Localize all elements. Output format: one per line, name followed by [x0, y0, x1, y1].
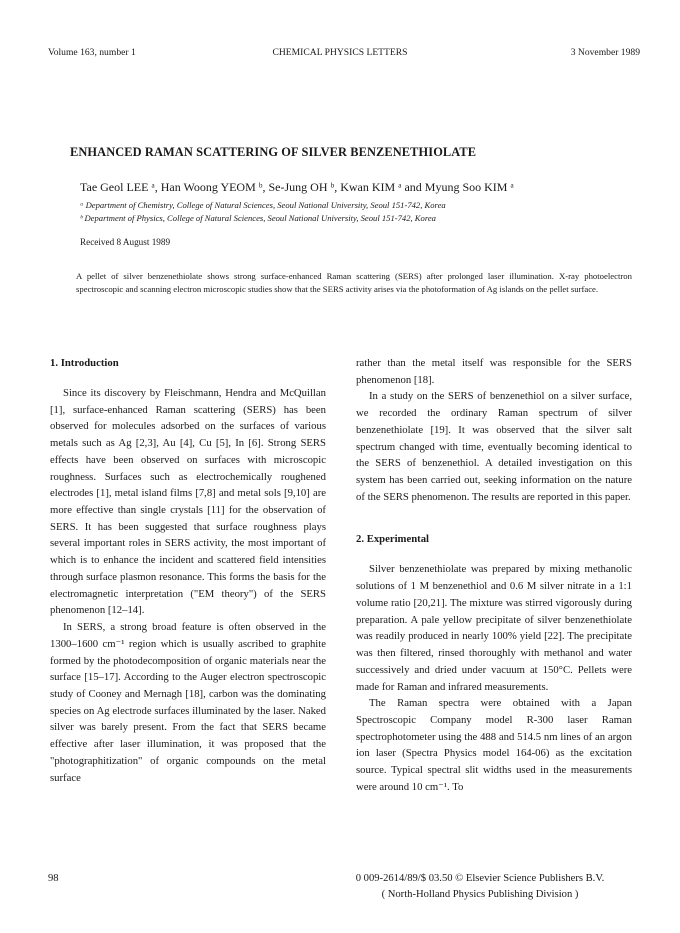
affiliation-a: ᵃ Department of Chemistry, College of Natural Sciences, Seoul National University, Seoul 151-742, Korea: [80, 200, 446, 210]
section-heading-experimental: 2. Experimental: [356, 533, 430, 546]
paragraph: Since its discovery by Fleischmann, Hendra and McQuillan [1], surface-enhanced Raman scattering (SERS) has been observed for molecules adsorbed on the surfaces of various metals such as Ag [2,3], Au [4], Cu [5], In [6]. Strong SERS effects have been observed on surfaces with microscopic roughness. Surfaces such as electrochemically roughened electrodes [1], metal island films [7,8] and metal sols [9,10] are more effective than single crystals [11] for the observation of SERS. It has been suggested that surface roughness plays several important roles in SERS activity, the most important of which is to enhance the incident and scattered field intensities through surface plasmon resonance. This forms the basis for the electromagnetic interpretation ("EM theory") of the SERS phenomenon [12–14].: [50, 387, 326, 617]
journal-name: CHEMICAL PHYSICS LETTERS: [272, 47, 408, 58]
section-heading-introduction: 1. Introduction: [50, 357, 119, 369]
copyright-line: 0 009-2614/89/$ 03.50 © Elsevier Science Publishers B.V.: [355, 873, 605, 884]
publisher-division: ( North-Holland Physics Publishing Division ): [381, 889, 579, 900]
affiliation-b: ᵇ Department of Physics, College of Natural Sciences, Seoul National University, Seoul 151-742, Korea: [80, 213, 436, 223]
paragraph: rather than the metal itself was responsible for the SERS phenomenon [18].: [356, 357, 632, 386]
article-title: ENHANCED RAMAN SCATTERING OF SILVER BENZENETHIOLATE: [70, 145, 477, 159]
paragraph: In SERS, a strong broad feature is often observed in the 1300–1600 cm⁻¹ region which is usually ascribed to graphite formed by the photodecomposition of organic materials near the surface [15–17]. According to the Auger electron spectroscopic study of Cooney and Mernagh [18], carbon was the dominating species on Ag electrode surfaces illuminated by the laser. Naked silver was barely present. From the fact that SERS became effective after laser illumination, it was proposed that the "photographitization" of organic compounds on the metal surface: [50, 621, 326, 784]
volume-number: Volume 163, number 1: [48, 47, 136, 58]
received-date: Received 8 August 1989: [80, 237, 171, 247]
paragraph: The Raman spectra were obtained with a Japan Spectroscopic Company model R-300 laser Raman spectrophotometer using the 488 and 514.5 nm lines of an argon ion laser (Spectra Physics model 164-06) as the excitation source. Typical spectral slit widths used in the measurements were around 10 cm⁻¹. To: [356, 697, 632, 793]
paragraph: In a study on the SERS of benzenethiol on a silver surface, we recorded the ordinary Raman spectrum of silver benzenethiolate [19]. It was observed that the silver salt spectrum changed with time, eventually becoming identical to the SERS of benzenethiol. A detailed investigation on this system has been carried out, seeking information on the nature of the SERS phenomenon. The results are reported in this paper.: [356, 390, 632, 503]
paragraph: Silver benzenethiolate was prepared by mixing methanolic solutions of 1 M benzenethiol and 0.6 M silver nitrate in a 1:1 volume ratio [20,21]. The mixture was stirred vigorously during preparation. A pale yellow precipitate of silver benzenethiolate was readily produced in nearly 100% yield [22]. The precipitate was then filtered, rinsed thoroughly with methanol and water successively and dried under vacuum at 150°C. Pellets were made for Raman and infrared measurements.: [356, 563, 632, 693]
right-column: [356, 355, 632, 796]
issue-date: 3 November 1989: [570, 47, 640, 58]
left-column: [50, 355, 326, 786]
page-number: 98: [48, 873, 59, 884]
author-list: Tae Geol LEE ᵃ, Han Woong YEOM ᵇ, Se-Jung OH ᵇ, Kwan KIM ᵃ and Myung Soo KIM ᵃ: [80, 180, 514, 194]
abstract: A pellet of silver benzenethiolate shows strong surface-enhanced Raman scattering (SERS) after prolonged laser illumination. X-ray photoelectron spectroscopic and scanning electron microscopic studies show that the SERS activity arises via the photoformation of Ag islands on the pellet surface.: [76, 271, 632, 295]
